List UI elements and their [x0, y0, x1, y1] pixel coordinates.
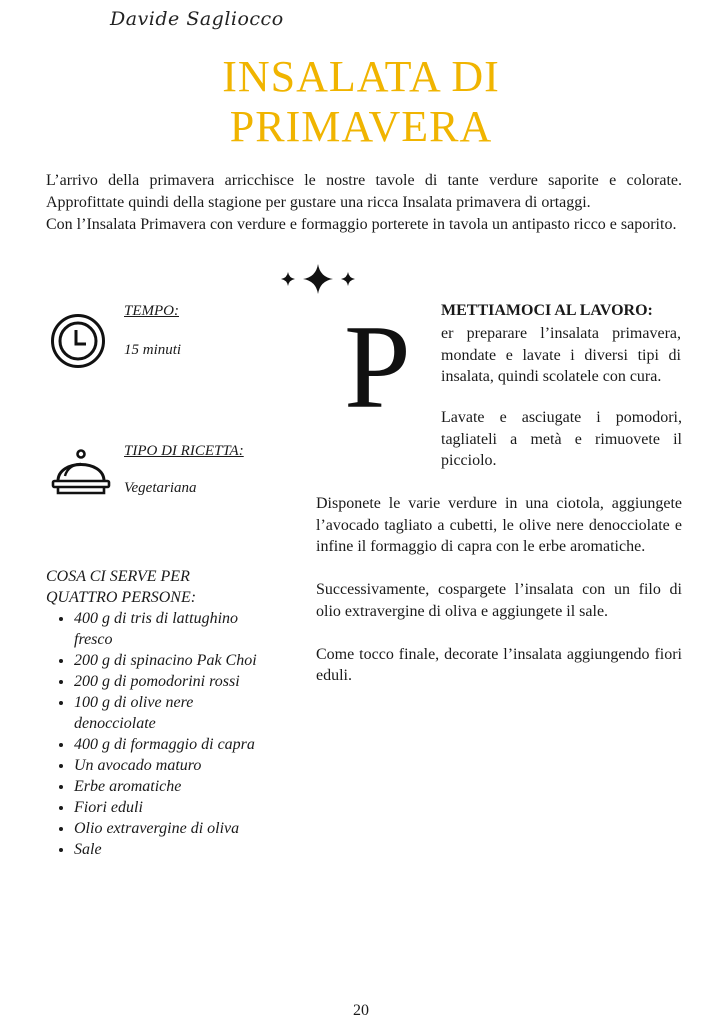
- ingredient-item: • Fiori eduli: [74, 797, 276, 818]
- method-paragraph: Successivamente, cospargete l’insalata con un filo di olio extravergine di oliva e aggiungete il sale.: [316, 581, 682, 620]
- ingredient-item: • 400 g di formaggio di capra: [74, 734, 276, 755]
- ingredients-heading-line-1: COSA CI SERVE PER: [46, 568, 190, 585]
- ingredient-item: • Un avocado maturo: [74, 755, 276, 776]
- method-first-paragraph: [441, 323, 681, 388]
- intro-paragraph-2: Con l’Insalata Primavera con verdure e formaggio porterete in tavola un antipasto ricco e saporito.: [46, 216, 677, 233]
- cloche-icon: [50, 449, 112, 497]
- sparkle-stars-icon: [280, 262, 356, 296]
- intro-paragraph-1: L’arrivo della primavera arricchisce le nostre tavole di tante verdure saporite e colorate. Approfittate quindi della stagione per gustare una ricca Insalata primavera di ortaggi.: [46, 172, 682, 211]
- method-paragraph: Disponete le varie verdure in una ciotola, aggiungete l’avocado tagliato a cubetti, le olive nere denocciolate e infine il formaggio di capra con le erbe aromatiche.: [316, 495, 682, 555]
- ingredient-item: • Erbe aromatiche: [74, 776, 276, 797]
- recipe-type-value: Vegetariana: [124, 480, 197, 496]
- ingredient-item: • Sale: [74, 839, 276, 860]
- method-heading: METTIAMOCI AL LAVORO:: [441, 302, 653, 319]
- recipe-type-label: TIPO DI RICETTA:: [124, 443, 244, 459]
- ingredients-list: [46, 608, 276, 860]
- method-paragraph: er preparare l’insalata primavera, mondate e lavate i diversi tipi di insalata, quindi scolatele con cura.: [441, 325, 681, 385]
- method-paragraphs: [316, 407, 682, 708]
- page-title: [0, 52, 722, 152]
- intro-text: [46, 170, 682, 236]
- ingredients-section: [46, 566, 276, 860]
- page-number: 20: [353, 1002, 369, 1019]
- method-paragraph: Lavate e asciugate i pomodori, tagliateli a metà e rimuovete il picciolo.: [441, 409, 682, 469]
- time-value: 15 minuti: [124, 342, 182, 358]
- title-line-2: PRIMAVERA: [229, 102, 493, 151]
- clock-icon: [50, 313, 106, 369]
- ingredient-item: • 200 g di spinacino Pak Choi: [74, 650, 276, 671]
- ingredients-heading: [46, 566, 276, 608]
- drop-cap: P: [344, 300, 411, 433]
- title-line-1: INSALATA DI: [222, 52, 500, 101]
- ingredient-item: • 400 g di tris di lattughino fresco: [74, 608, 276, 650]
- ingredient-item: • 100 g di olive nere denocciolate: [74, 692, 276, 734]
- ingredient-item: • Olio extravergine di oliva: [74, 818, 276, 839]
- author-signature: Davide Sagliocco: [110, 8, 284, 30]
- ingredients-heading-line-2: QUATTRO PERSONE:: [46, 589, 197, 606]
- ingredient-item: • 200 g di pomodorini rossi: [74, 671, 276, 692]
- method-paragraph: Come tocco finale, decorate l’insalata aggiungendo fiori eduli.: [316, 645, 682, 684]
- time-label: TEMPO:: [124, 303, 179, 319]
